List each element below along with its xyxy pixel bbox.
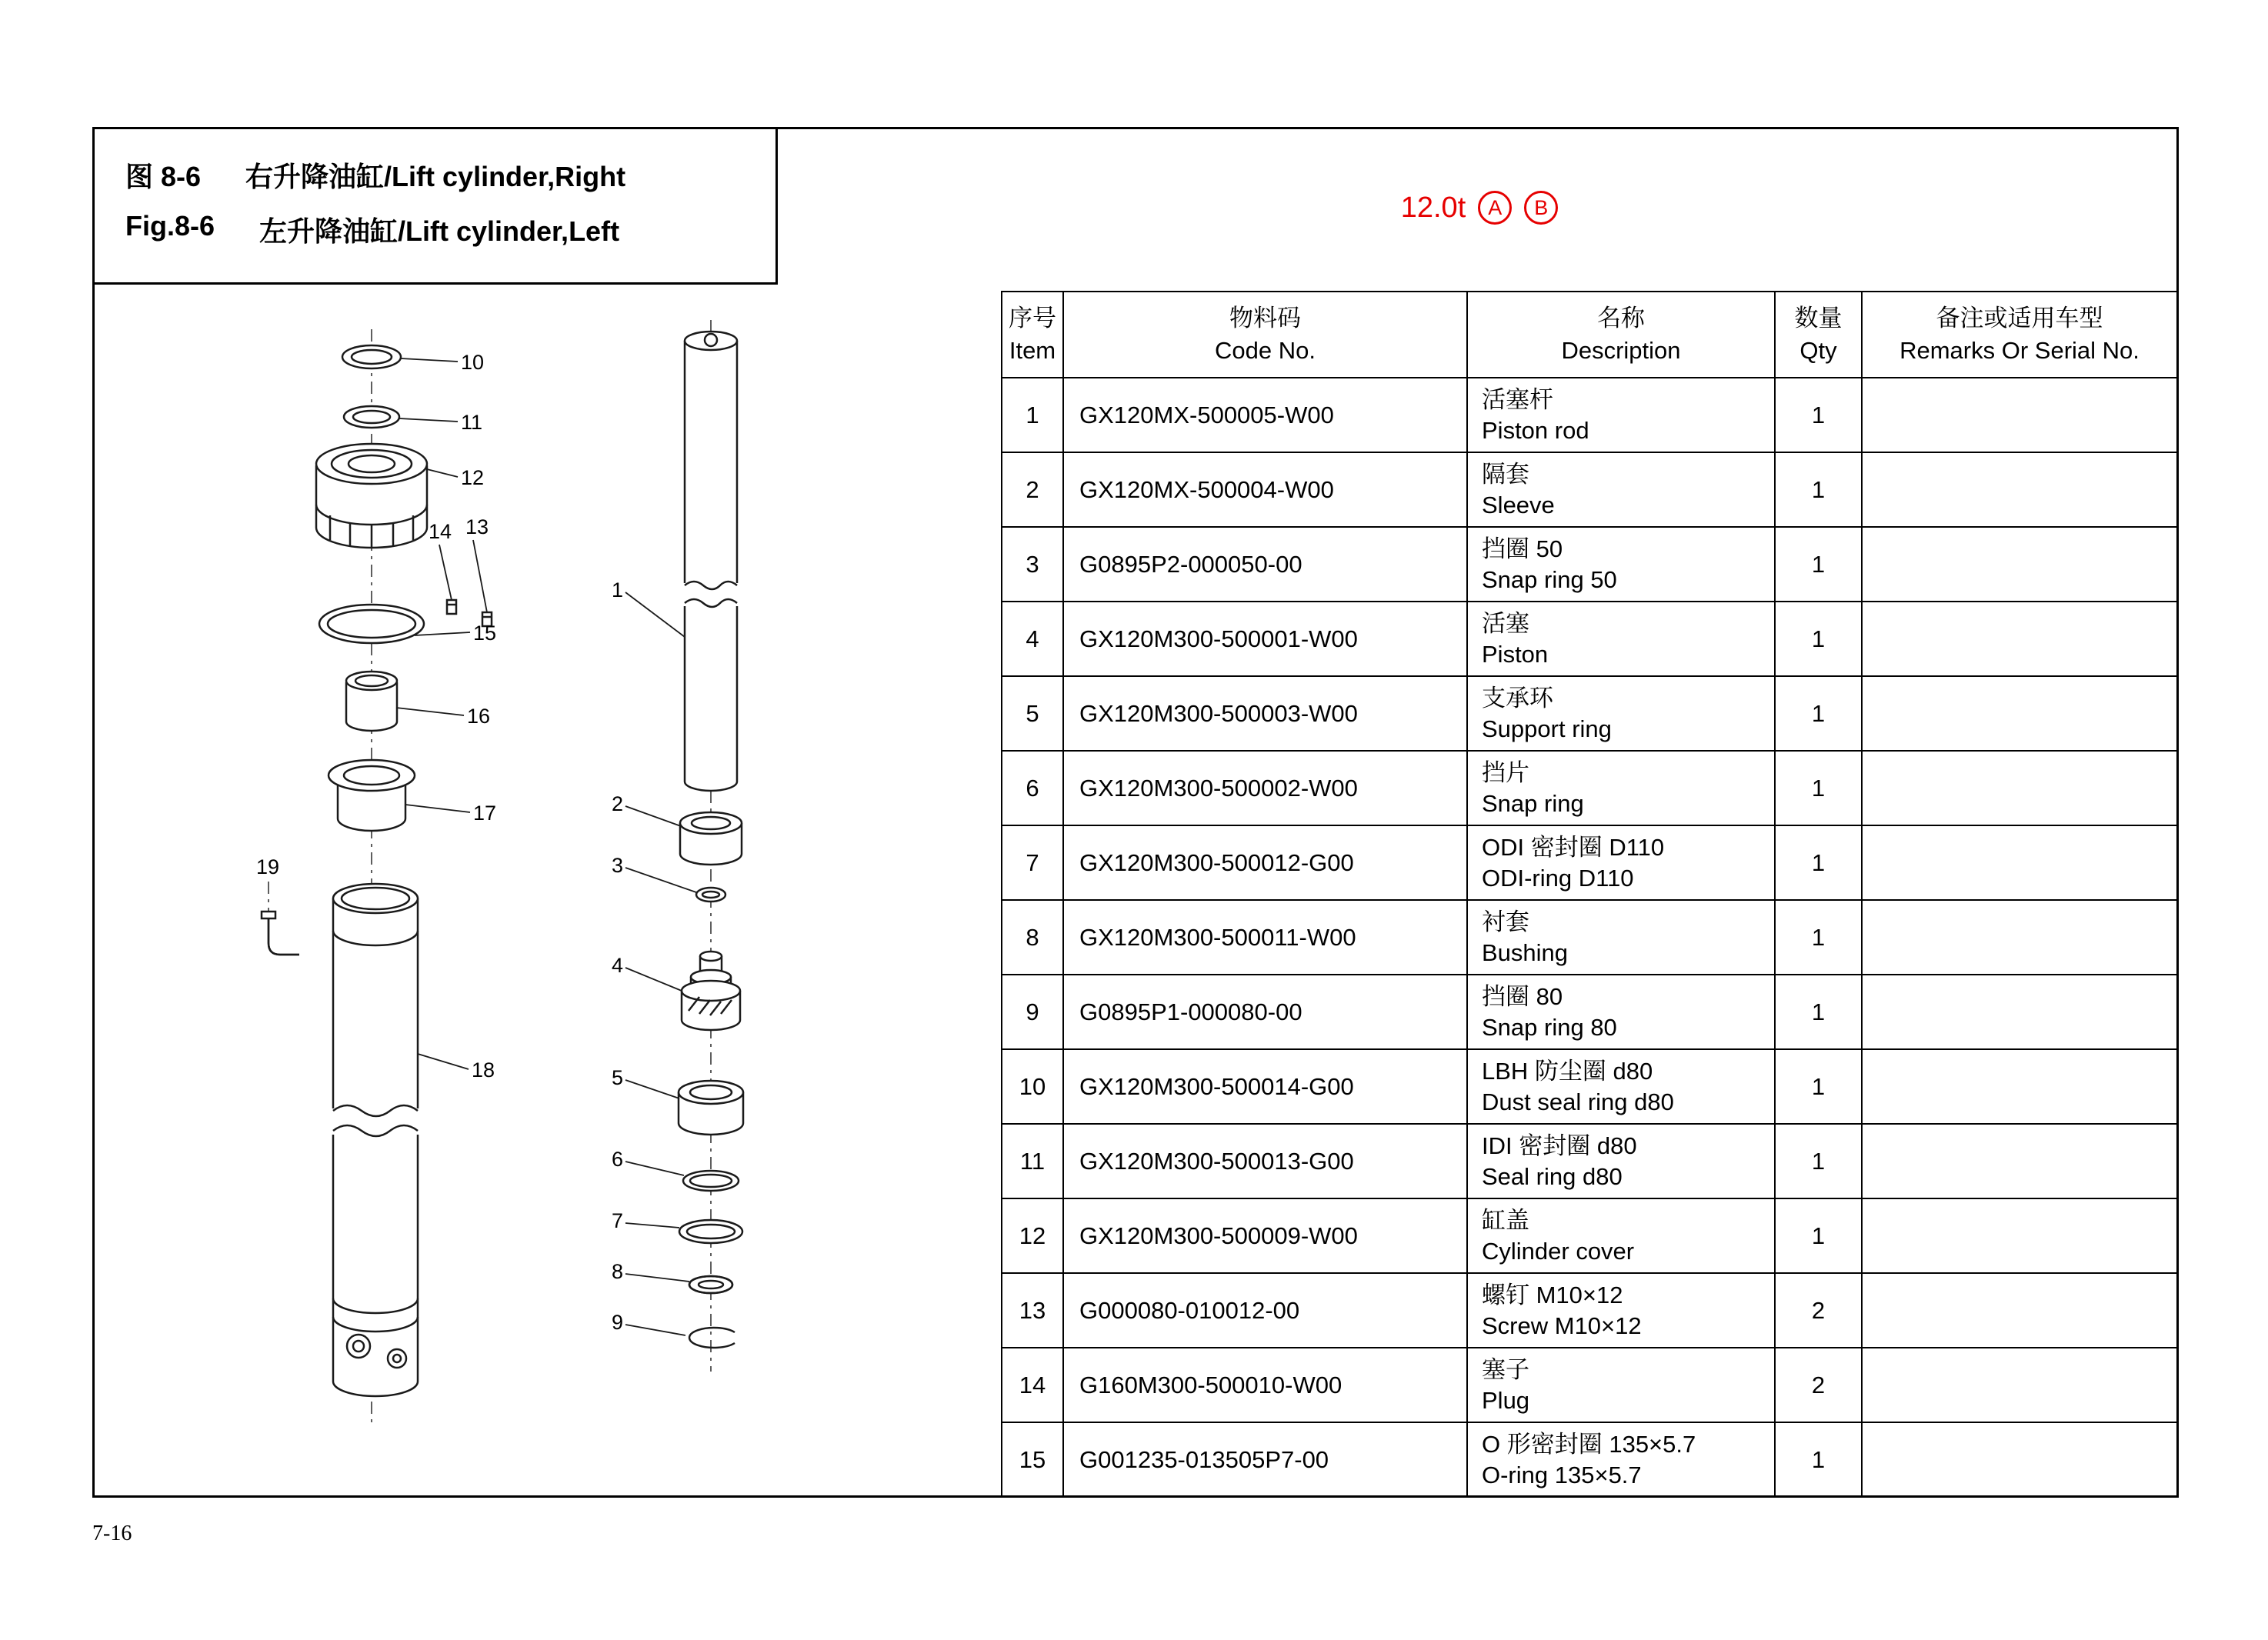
part-pipe-19 <box>256 855 299 955</box>
cell-code: GX120M300-500014-G00 <box>1063 1049 1467 1124</box>
tonnage-badge-b: B <box>1524 191 1558 225</box>
cell-qty: 1 <box>1775 900 1862 975</box>
exploded-diagram <box>141 306 1002 1491</box>
part-cylinder-cover-12 <box>316 444 484 548</box>
callout-4: 4 <box>612 954 624 977</box>
description-en: Dust seal ring d80 <box>1482 1088 1674 1115</box>
description-cn: O 形密封圈 135×5.7 <box>1482 1430 1696 1458</box>
callout-5: 5 <box>612 1066 624 1089</box>
description-cn: 塞子 <box>1482 1355 1529 1383</box>
description-cn: ODI 密封圈 D110 <box>1482 833 1665 861</box>
cell-item: 6 <box>1002 751 1063 825</box>
cell-code: GX120M300-500001-W00 <box>1063 602 1467 676</box>
cell-item: 8 <box>1002 900 1063 975</box>
cell-qty: 1 <box>1775 1049 1862 1124</box>
part-c-ring-9 <box>612 1311 735 1348</box>
table-row <box>1002 751 2177 825</box>
callout-15: 15 <box>473 622 497 645</box>
figure-title-left: 左升降油缸/Lift cylinder,Left <box>259 215 620 247</box>
cell-item: 9 <box>1002 975 1063 1049</box>
cell-remarks <box>1862 378 2177 452</box>
part-seal-8 <box>612 1260 732 1293</box>
cell-item: 2 <box>1002 452 1063 527</box>
cell-code: GX120M300-500003-W00 <box>1063 676 1467 751</box>
description-en: Snap ring 50 <box>1482 565 1617 593</box>
cell-qty: 1 <box>1775 676 1862 751</box>
cell-remarks <box>1862 1348 2177 1422</box>
description-en: Snap ring <box>1482 789 1584 817</box>
cell-remarks <box>1862 527 2177 602</box>
description-cn: 活塞 <box>1482 609 1529 637</box>
description-en: ODI-ring D110 <box>1482 864 1634 892</box>
cell-remarks <box>1862 1273 2177 1348</box>
cell-description <box>1467 900 1775 975</box>
cell-remarks <box>1862 1198 2177 1273</box>
callout-3: 3 <box>612 854 624 877</box>
callout-9: 9 <box>612 1311 624 1334</box>
part-ring-6 <box>612 1148 739 1191</box>
diagram-svg <box>141 306 1002 1491</box>
cell-description <box>1467 1198 1775 1273</box>
header-remarks: 备注或适用车型 Remarks Or Serial No. <box>1862 292 2177 378</box>
description-cn: 衬套 <box>1482 908 1529 935</box>
callout-7: 7 <box>612 1209 624 1232</box>
part-support-cup-5 <box>612 1066 743 1135</box>
cell-qty: 2 <box>1775 1273 1862 1348</box>
title-line-cn <box>125 155 775 195</box>
description-en: Piston <box>1482 640 1549 668</box>
cell-code: GX120M300-500013-G00 <box>1063 1124 1467 1198</box>
table-row <box>1002 1198 2177 1273</box>
parts-table-body <box>1002 378 2177 1497</box>
callout-6: 6 <box>612 1148 624 1171</box>
cell-remarks <box>1862 751 2177 825</box>
cell-qty: 1 <box>1775 751 1862 825</box>
description-en: Bushing <box>1482 938 1569 966</box>
parts-table-header <box>1002 292 2177 378</box>
screw-icon <box>447 600 456 614</box>
cell-item: 1 <box>1002 378 1063 452</box>
table-row <box>1002 975 2177 1049</box>
callout-2: 2 <box>612 792 624 815</box>
cell-remarks <box>1862 602 2177 676</box>
cell-code: G000080-010012-00 <box>1063 1273 1467 1348</box>
part-dust-ring-10 <box>342 345 484 374</box>
cell-code: GX120M300-500011-W00 <box>1063 900 1467 975</box>
cell-qty: 1 <box>1775 975 1862 1049</box>
description-cn: 螺钉 M10×12 <box>1482 1281 1623 1308</box>
part-ring-7 <box>612 1209 742 1243</box>
cell-item: 7 <box>1002 825 1063 900</box>
cell-remarks <box>1862 975 2177 1049</box>
cell-description <box>1467 378 1775 452</box>
cell-description <box>1467 975 1775 1049</box>
table-row <box>1002 1049 2177 1124</box>
cell-description <box>1467 602 1775 676</box>
header-code: 物料码 Code No. <box>1063 292 1467 378</box>
cell-item: 11 <box>1002 1124 1063 1198</box>
header-item: 序号 Item <box>1002 292 1063 378</box>
cell-qty: 1 <box>1775 825 1862 900</box>
cell-qty: 1 <box>1775 602 1862 676</box>
parts-table <box>1001 291 2178 1498</box>
cell-remarks <box>1862 900 2177 975</box>
table-row <box>1002 676 2177 751</box>
cell-qty: 2 <box>1775 1348 1862 1422</box>
cell-qty: 1 <box>1775 378 1862 452</box>
description-en: Seal ring d80 <box>1482 1162 1623 1190</box>
tonnage-badge-a: A <box>1478 191 1512 225</box>
header-qty: 数量 Qty <box>1775 292 1862 378</box>
table-row <box>1002 452 2177 527</box>
cell-code: G001235-013505P7-00 <box>1063 1422 1467 1497</box>
part-screws-13-14 <box>429 515 492 626</box>
cell-qty: 1 <box>1775 1124 1862 1198</box>
title-block <box>95 129 778 285</box>
tonnage-value: 12.0t <box>1400 191 1466 224</box>
description-cn: LBH 防尘圈 d80 <box>1482 1057 1653 1085</box>
part-sleeve-2 <box>612 792 742 865</box>
cell-code: GX120MX-500005-W00 <box>1063 378 1467 452</box>
cell-description <box>1467 1422 1775 1497</box>
description-cn: 缸盖 <box>1482 1206 1529 1234</box>
description-en: Sleeve <box>1482 491 1555 518</box>
table-row <box>1002 1124 2177 1198</box>
figure-number-en: Fig.8-6 <box>125 210 215 242</box>
cell-description <box>1467 676 1775 751</box>
table-row <box>1002 1422 2177 1497</box>
cell-item: 15 <box>1002 1422 1063 1497</box>
callout-18: 18 <box>472 1058 495 1082</box>
part-cylinder-body-18 <box>331 884 495 1396</box>
cell-remarks <box>1862 825 2177 900</box>
part-piston-4 <box>612 952 740 1030</box>
cell-item: 10 <box>1002 1049 1063 1124</box>
callout-10: 10 <box>461 351 485 374</box>
description-cn: IDI 密封圈 d80 <box>1482 1132 1637 1159</box>
cell-item: 14 <box>1002 1348 1063 1422</box>
cell-item: 12 <box>1002 1198 1063 1273</box>
cell-description <box>1467 1348 1775 1422</box>
cell-code: G0895P2-000050-00 <box>1063 527 1467 602</box>
cell-qty: 1 <box>1775 1198 1862 1273</box>
cell-item: 4 <box>1002 602 1063 676</box>
cell-code: GX120M300-500009-W00 <box>1063 1198 1467 1273</box>
callout-16: 16 <box>467 705 491 728</box>
cell-qty: 1 <box>1775 527 1862 602</box>
cell-item: 5 <box>1002 676 1063 751</box>
cell-item: 13 <box>1002 1273 1063 1348</box>
figure-number-cn: 图 8-6 <box>125 161 202 192</box>
cell-item: 3 <box>1002 527 1063 602</box>
cell-qty: 1 <box>1775 452 1862 527</box>
cell-code: G160M300-500010-W00 <box>1063 1348 1467 1422</box>
description-en: Piston rod <box>1482 416 1589 444</box>
table-row <box>1002 825 2177 900</box>
cell-remarks <box>1862 1124 2177 1198</box>
description-cn: 挡圈 50 <box>1482 535 1563 562</box>
cell-description <box>1467 825 1775 900</box>
table-row <box>1002 900 2177 975</box>
page-number: 7-16 <box>92 1522 132 1545</box>
description-cn: 挡片 <box>1482 758 1529 786</box>
title-line-en <box>125 210 775 249</box>
cell-description <box>1467 751 1775 825</box>
part-o-ring-15 <box>319 605 496 645</box>
cell-description <box>1467 1049 1775 1124</box>
description-en: Snap ring 80 <box>1482 1013 1617 1041</box>
cell-description <box>1467 452 1775 527</box>
description-en: Cylinder cover <box>1482 1237 1635 1265</box>
description-cn: 挡圈 80 <box>1482 982 1563 1010</box>
figure-title-right: 右升降油缸/Lift cylinder,Right <box>245 161 626 192</box>
callout-14: 14 <box>429 520 452 543</box>
description-cn: 隔套 <box>1482 460 1529 488</box>
cell-code: G0895P1-000080-00 <box>1063 975 1467 1049</box>
cell-description <box>1467 1273 1775 1348</box>
table-row <box>1002 527 2177 602</box>
header-description: 名称 Description <box>1467 292 1775 378</box>
description-en: O-ring 135×5.7 <box>1482 1461 1642 1488</box>
table-row <box>1002 602 2177 676</box>
part-piston-rod-1 <box>612 332 739 791</box>
cell-description <box>1467 527 1775 602</box>
callout-17: 17 <box>473 802 497 825</box>
description-cn: 支承环 <box>1482 684 1553 712</box>
cell-qty: 1 <box>1775 1422 1862 1497</box>
table-row <box>1002 378 2177 452</box>
part-seal-ring-11 <box>344 406 482 434</box>
table-row <box>1002 1348 2177 1422</box>
callout-13: 13 <box>465 515 489 538</box>
part-bushing-16 <box>346 672 490 731</box>
cell-remarks <box>1862 452 2177 527</box>
cell-code: GX120M300-500002-W00 <box>1063 751 1467 825</box>
description-en: Screw M10×12 <box>1482 1312 1642 1339</box>
tonnage-marker <box>1279 185 1679 231</box>
callout-19: 19 <box>256 855 280 878</box>
description-en: Plug <box>1482 1386 1530 1414</box>
cell-remarks <box>1862 1049 2177 1124</box>
part-gland-cup-17 <box>329 760 496 831</box>
cell-remarks <box>1862 1422 2177 1497</box>
cell-description <box>1467 1124 1775 1198</box>
cell-code: GX120MX-500004-W00 <box>1063 452 1467 527</box>
callout-11: 11 <box>461 411 483 434</box>
description-cn: 活塞杆 <box>1482 385 1553 413</box>
table-row <box>1002 1273 2177 1348</box>
page-frame <box>92 127 2179 1498</box>
description-en: Support ring <box>1482 715 1612 742</box>
callout-8: 8 <box>612 1260 624 1283</box>
cell-code: GX120M300-500012-G00 <box>1063 825 1467 900</box>
callout-1: 1 <box>612 578 624 602</box>
cell-remarks <box>1862 676 2177 751</box>
callout-12: 12 <box>461 466 485 489</box>
